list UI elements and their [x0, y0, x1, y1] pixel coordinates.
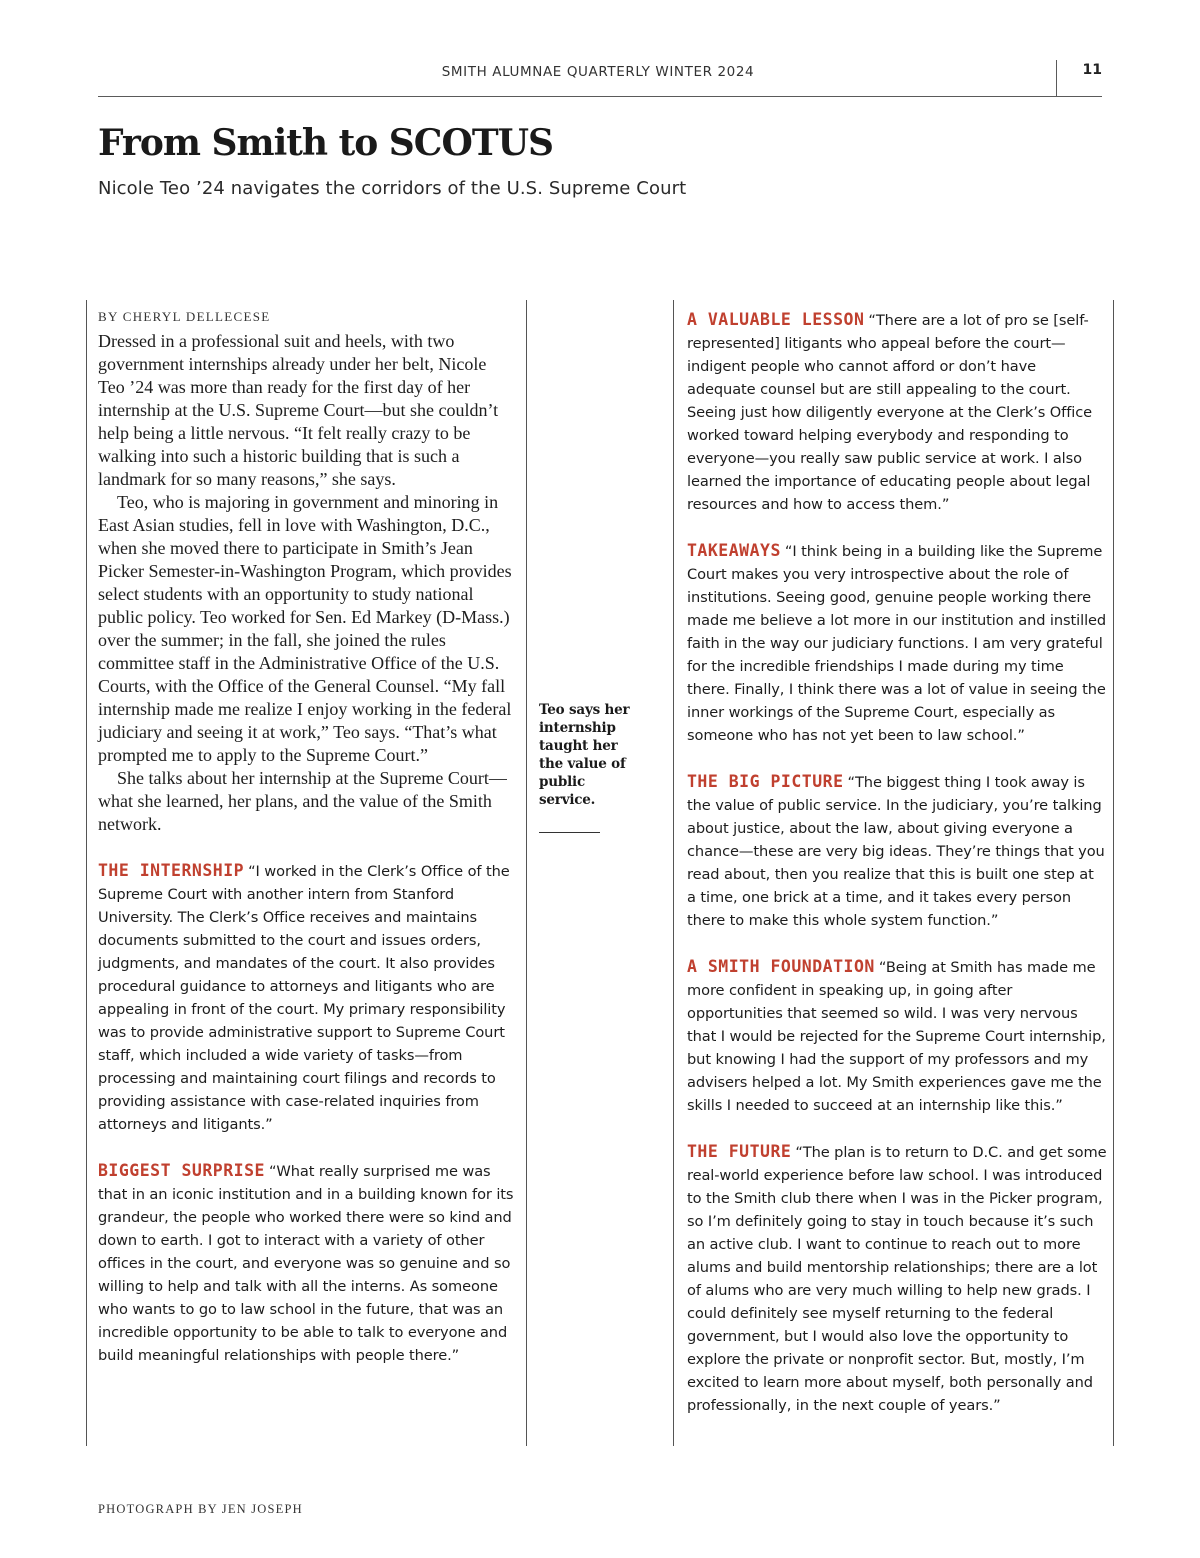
header-divider [1056, 60, 1057, 96]
pull-quote: Teo says her internship taught her the value of public service. [539, 702, 630, 808]
right-column [687, 308, 1107, 1417]
section-text: “The plan is to return to D.C. and get some real-world experience before law school. I was introduced to the Smith club there when I was in the Picker program, so I’m definitely going to stay in touch because it’s such an active club. I want to continue to reach out to more alums and build mentorship relationships; there are a lot of alums who are very much willing to help new grads. I could definitely see myself returning to the federal government, but I would also love the opportunity to explore the private or nonprofit sector. But, mostly, I’m excited to learn more about myself, both personally and professionally, in the next couple of years.” [687, 1144, 1107, 1414]
section-text: “I worked in the Clerk’s Office of the Supreme Court with another intern from Stanford University. The Clerk’s Office receives and maintains documents submitted to the court and issues orders, judgments, and mandates of the court. It also provides procedural guidance to attorneys and litigants who are appealing in front of the court. My primary responsibility was to provide administrative support to Supreme Court staff, which included a wide variety of tasks—from processing and maintaining court filings and records to providing assistance with case-related inquiries from attorneys and litigants.” [98, 863, 510, 1133]
column-rule-center-left [526, 300, 527, 1446]
intro-paragraph: She talks about her internship at the Supreme Court—what she learned, her plans, and the value of the Smith network. [98, 768, 507, 834]
article-subtitle: Nicole Teo ’24 navigates the corridors of the U.S. Supreme Court [98, 178, 687, 199]
section-kicker: A VALUABLE LESSON [687, 310, 865, 329]
running-header [98, 58, 1102, 97]
section-biggest-surprise [98, 1159, 514, 1367]
section-text: “What really surprised me was that in an iconic institution and in a building known for its grandeur, the people who worked there were so kind and down to earth. I got to interact with a variety of other offices in the court, and everyone was so genuine and so willing to help and talk with all the interns. As someone who wants to go to law school in the future, that was an incredible opportunity to be able to talk to everyone and build meaningful relationships with people there.” [98, 1163, 514, 1364]
section-valuable-lesson [687, 308, 1107, 516]
column-rule-right [1113, 300, 1114, 1446]
section-future [687, 1140, 1107, 1417]
section-text: “I think being in a building like the Supreme Court makes you very introspective about the role of institutions. Seeing good, genuine people working there made me believe a lot more in our institution and instilled faith in the way our judiciary functions. I am very grateful for the incredible friendships I made during my time there. Finally, I think there was a lot of value in seeing the inner workings of the Supreme Court, especially as someone who has not yet been to law school.” [687, 543, 1107, 744]
section-kicker: TAKEAWAYS [687, 541, 781, 560]
section-smith-foundation [687, 955, 1107, 1117]
section-text: “The biggest thing I took away is the value of public service. In the judiciary, you’re talking about justice, about the law, about giving everyone a chance—these are very big ideas. They’re things that you read about, then you realize that this is built one step at a time, one brick at a time, and it takes every person there to make this whole system function.” [687, 774, 1105, 929]
intro-paragraph: Teo, who is majoring in government and minoring in East Asian studies, fell in love with Washington, D.C., when she moved there to participate in Smith’s Jean Picker Semester-in-Washington Program, which provides select students with an opportunity to study national public policy. Teo worked for Sen. Ed Markey (D-Mass.) over the summer; in the fall, she joined the rules committee staff in the Administrative Office of the U.S. Courts, with the Office of the General Counsel. “My fall internship made me realize I enjoy working in the federal judiciary and seeing it at work,” Teo says. “That’s what prompted me to apply to the Supreme Court.” [98, 492, 512, 765]
photo-credit: PHOTOGRAPH BY JEN JOSEPH [98, 1502, 303, 1516]
column-rule-center-right [673, 300, 674, 1446]
section-kicker: BIGGEST SURPRISE [98, 1161, 265, 1180]
section-kicker: A SMITH FOUNDATION [687, 957, 875, 976]
section-text: “Being at Smith has made me more confident in speaking up, in going after opportunities that seemed so wild. I was very nervous that I would be rejected for the Supreme Court internship, but knowing I had the support of my professors and my advisers helped a lot. My Smith experiences gave me the skills I needed to succeed at an internship like this.” [687, 959, 1106, 1114]
section-kicker: THE FUTURE [687, 1142, 792, 1161]
column-rule-left [86, 300, 87, 1446]
section-internship [98, 859, 514, 1136]
intro-paragraph: Dressed in a professional suit and heels, with two government internships already under her belt, Nicole Teo ’24 was more than ready for the first day of her internship at the U.S. Supreme Court—but she couldn’t help being a little nervous. “It felt really crazy to be walking into such a historic building that is such a landmark for so many reasons,” she says. [98, 331, 499, 489]
page-number: 11 [1082, 62, 1102, 78]
left-column [98, 308, 514, 1367]
section-takeaways [687, 539, 1107, 747]
section-text: “There are a lot of pro se [self-represented] litigants who appeal before the court—indigent people who cannot afford or don’t have adequate counsel but are still appealing to the court. Seeing just how diligently everyone at the Clerk’s Office worked toward helping everybody and responding to everyone—you really saw public service at work. I also learned the importance of educating people about legal resources and how to access them.” [687, 312, 1093, 513]
publication-title: SMITH ALUMNAE QUARTERLY WINTER 2024 [441, 64, 755, 80]
section-big-picture [687, 770, 1107, 932]
section-kicker: THE BIG PICTURE [687, 772, 844, 791]
section-kicker: THE INTERNSHIP [98, 861, 245, 880]
pull-quote-rule [539, 832, 600, 833]
byline: BY CHERYL DELLECESE [98, 309, 271, 324]
article-title: From Smith to SCOTUS [98, 122, 553, 164]
